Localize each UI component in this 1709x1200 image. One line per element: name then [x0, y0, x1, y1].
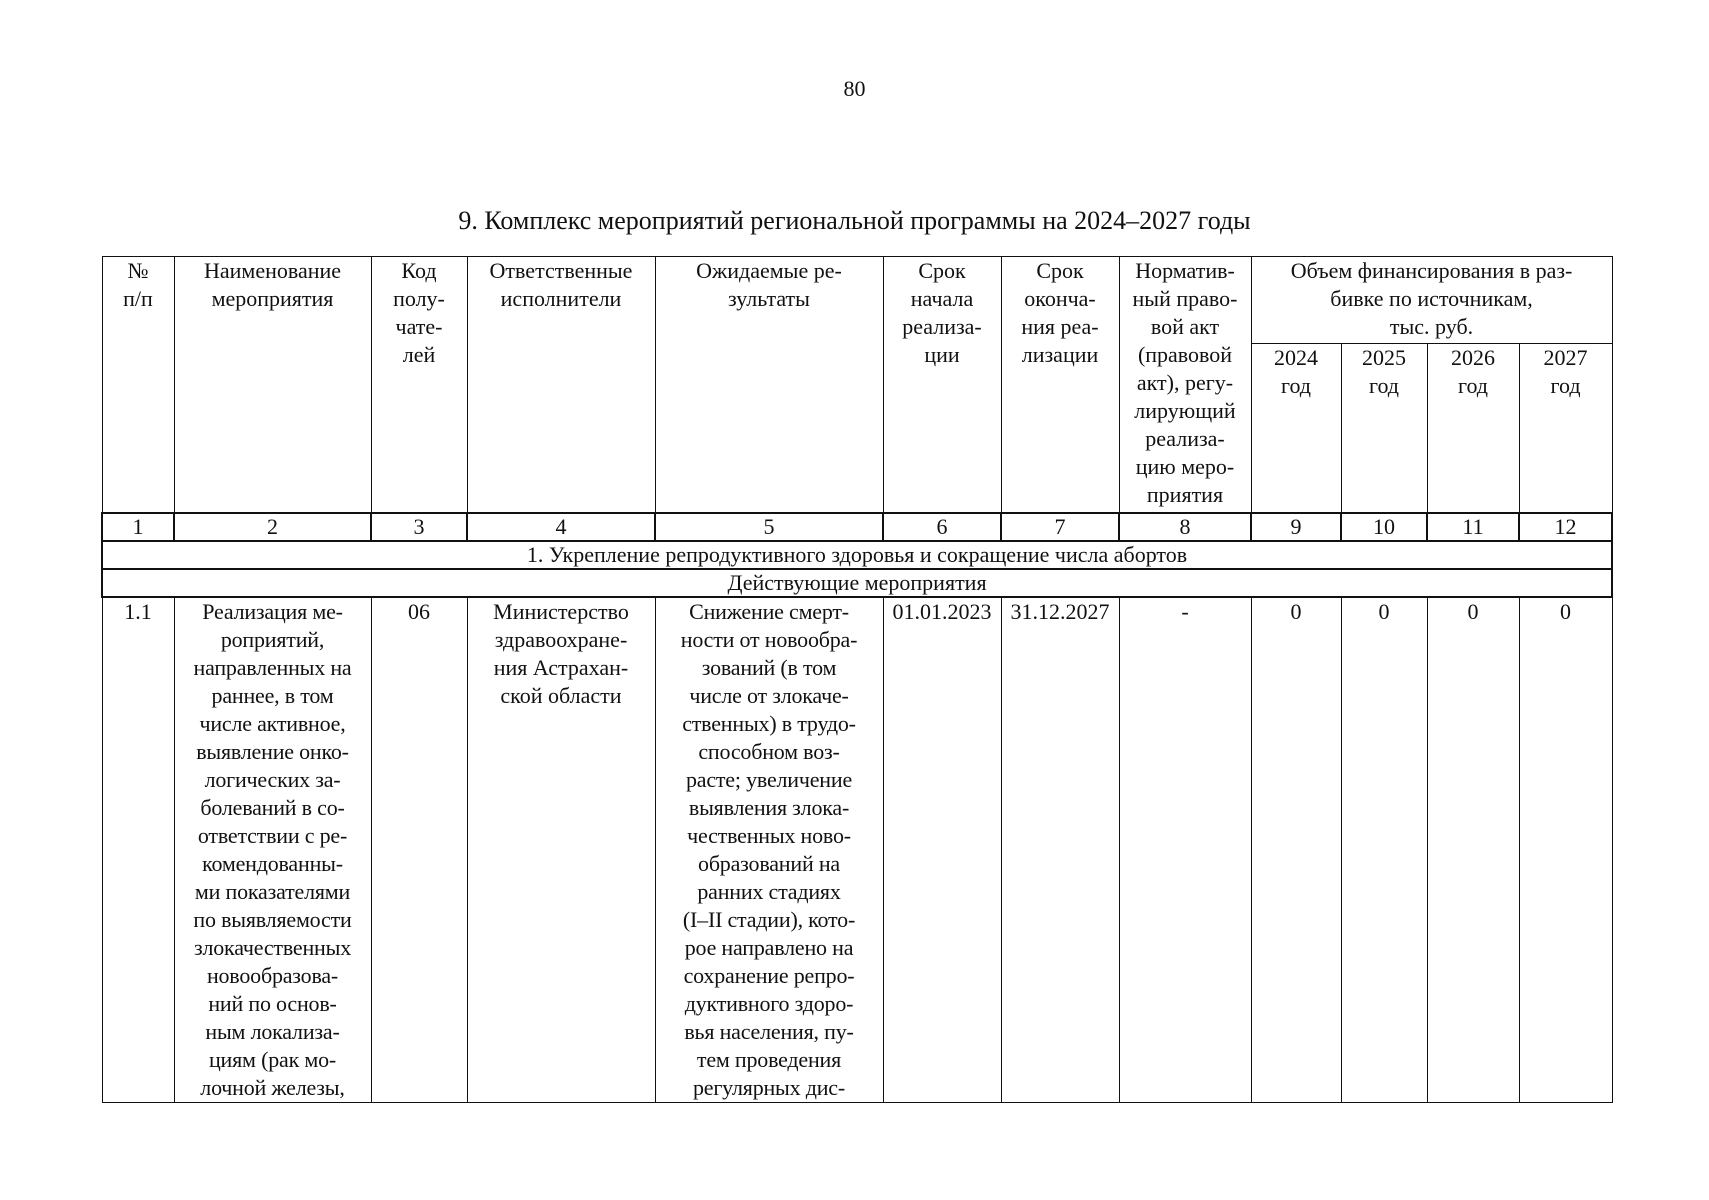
- text-line: ный право-: [1132, 286, 1238, 311]
- subsection-title: Действующие мероприятия: [102, 569, 1612, 597]
- header-name: [174, 257, 371, 514]
- column-number: 5: [655, 513, 883, 541]
- text-line: зультаты: [728, 286, 810, 311]
- text-line: лей: [402, 342, 436, 367]
- header-year-2026: [1427, 344, 1519, 514]
- header-year-2025: [1341, 344, 1427, 514]
- text-line: Реализация ме-: [202, 599, 343, 624]
- text-line: лирующий: [1134, 398, 1236, 423]
- column-number: 8: [1119, 513, 1251, 541]
- text-line: злокачественных: [193, 935, 352, 960]
- text-line: реализа-: [902, 314, 982, 339]
- text-line: приятия: [1146, 482, 1224, 507]
- section-row: [102, 541, 1612, 569]
- text-line: ния реа-: [1021, 314, 1099, 339]
- header-financing: [1251, 257, 1612, 344]
- text-line: ния Астрахан-: [493, 655, 629, 680]
- text-line: лизации: [1021, 342, 1099, 367]
- text-line: реализа-: [1145, 426, 1225, 451]
- text-line: Объем финансирования в раз-: [1290, 258, 1573, 283]
- text-line: способном воз-: [698, 739, 840, 764]
- text-line: №: [127, 258, 149, 283]
- text-line: оконча-: [1024, 286, 1096, 311]
- header-no: [102, 257, 174, 514]
- text-line: вой акт: [1150, 314, 1220, 339]
- text-line: числе активное,: [199, 711, 346, 736]
- text-line: ской области: [500, 683, 622, 708]
- text-line: направленных на: [193, 655, 352, 680]
- document-title: 9. Комплекс мероприятий региональной программы на 2024–2027 годы: [458, 206, 1251, 235]
- text-line: мероприятия: [211, 286, 334, 311]
- column-number: 2: [174, 513, 371, 541]
- row-financing-2025: 0: [1341, 597, 1427, 1103]
- column-number: 4: [467, 513, 655, 541]
- text-line: раннее, в том: [211, 683, 334, 708]
- text-line: чате-: [395, 314, 443, 339]
- row-no: 1.1: [102, 597, 174, 1103]
- section-title: 1. Укрепление репродуктивного здоровья и сокращение числа абортов: [102, 541, 1612, 569]
- text-line: выявление онко-: [196, 739, 349, 764]
- text-line: регулярных дис-: [692, 1075, 846, 1100]
- text-line: ции: [924, 342, 960, 367]
- row-legal-act: -: [1119, 597, 1251, 1103]
- text-line: Ответственные: [489, 258, 633, 283]
- text-line: здравоохране-: [494, 627, 628, 652]
- text-line: 2025: [1362, 345, 1406, 370]
- text-line: 2026: [1451, 345, 1495, 370]
- text-line: числе от злокаче-: [689, 683, 849, 708]
- column-number: 11: [1427, 513, 1519, 541]
- text-line: Наименование: [203, 258, 342, 283]
- table-row: [102, 597, 1612, 1103]
- text-line: год: [1550, 373, 1581, 398]
- row-measure-name: [174, 597, 371, 1103]
- row-financing-2024: 0: [1251, 597, 1341, 1103]
- text-line: зований (в том: [701, 655, 837, 680]
- text-line: выявления злока-: [688, 795, 850, 820]
- text-line: год: [1368, 373, 1400, 398]
- text-line: роприятий,: [220, 627, 325, 652]
- column-number: 10: [1341, 513, 1427, 541]
- header-executors: [467, 257, 655, 514]
- text-line: ным локализа-: [205, 1019, 340, 1044]
- text-line: по выявляемости: [193, 907, 352, 932]
- row-executors: [467, 597, 655, 1103]
- text-line: акт), регу-: [1136, 370, 1234, 395]
- text-line: комендованны-: [202, 851, 343, 876]
- text-line: 2027: [1543, 345, 1588, 370]
- column-number-row: [102, 513, 1612, 541]
- row-financing-2027: 0: [1519, 597, 1612, 1103]
- text-line: расте; увеличение: [685, 767, 853, 792]
- column-number: 12: [1519, 513, 1612, 541]
- header-year-2027: [1519, 344, 1612, 514]
- text-line: вья населения, пу-: [684, 1019, 854, 1044]
- text-line: п/п: [123, 286, 153, 311]
- text-line: ний по основ-: [208, 991, 337, 1016]
- text-line: Министерство: [493, 599, 629, 624]
- text-line: исполнители: [500, 286, 622, 311]
- text-line: Срок: [1036, 258, 1084, 283]
- header-start: [883, 257, 1001, 514]
- column-number: 6: [883, 513, 1001, 541]
- text-line: (I–II стадии), кото-: [682, 907, 856, 932]
- header-results: [655, 257, 883, 514]
- text-line: тыс. руб.: [1389, 314, 1474, 339]
- text-line: ответствии с ре-: [197, 823, 348, 848]
- text-line: лочной железы,: [200, 1075, 345, 1100]
- text-line: бивке по источникам,: [1330, 286, 1533, 311]
- text-line: полу-: [393, 286, 445, 311]
- text-line: сохранение репро-: [683, 963, 855, 988]
- text-line: тем проведения: [696, 1047, 842, 1072]
- text-line: циям (рак мо-: [208, 1047, 336, 1072]
- page-number: 80: [843, 76, 866, 101]
- text-line: цию меро-: [1135, 454, 1235, 479]
- text-line: чественных ново-: [687, 823, 851, 848]
- text-line: ранних стадиях: [697, 879, 841, 904]
- row-financing-2026: 0: [1427, 597, 1519, 1103]
- text-line: начала: [910, 286, 974, 311]
- row-recipient-code: 06: [371, 597, 467, 1103]
- text-line: год: [1457, 373, 1489, 398]
- column-number: 3: [371, 513, 467, 541]
- text-line: образований на: [698, 851, 840, 876]
- row-end-date: 31.12.2027: [1001, 597, 1119, 1103]
- column-number: 7: [1001, 513, 1119, 541]
- row-expected-results: [655, 597, 883, 1103]
- text-line: ности от новообра-: [680, 627, 858, 652]
- text-line: 2024: [1274, 345, 1318, 370]
- header-code: [371, 257, 467, 514]
- text-line: рое направлено на: [684, 935, 854, 960]
- header-row: [102, 257, 1612, 344]
- text-line: дуктивного здоро-: [684, 991, 854, 1016]
- subsection-row: [102, 569, 1612, 597]
- text-line: Ожидаемые ре-: [696, 258, 842, 283]
- column-number: 9: [1251, 513, 1341, 541]
- text-line: год: [1280, 373, 1312, 398]
- text-line: ми показателями: [194, 879, 351, 904]
- text-line: Норматив-: [1135, 258, 1235, 283]
- text-line: логических за-: [204, 767, 341, 792]
- text-line: болеваний в со-: [200, 795, 345, 820]
- header-end: [1001, 257, 1119, 514]
- text-line: новообразова-: [206, 963, 339, 988]
- text-line: Срок: [918, 258, 966, 283]
- column-number: 1: [102, 513, 174, 541]
- text-line: ственных) в трудо-: [682, 711, 856, 736]
- row-start-date: 01.01.2023: [883, 597, 1001, 1103]
- text-line: Код: [401, 258, 437, 283]
- header-year-2024: [1251, 344, 1341, 514]
- text-line: Снижение смерт-: [689, 599, 849, 624]
- text-line: (правовой: [1137, 342, 1233, 367]
- measures-table: [101, 256, 1613, 1103]
- header-legal-act: [1119, 257, 1251, 514]
